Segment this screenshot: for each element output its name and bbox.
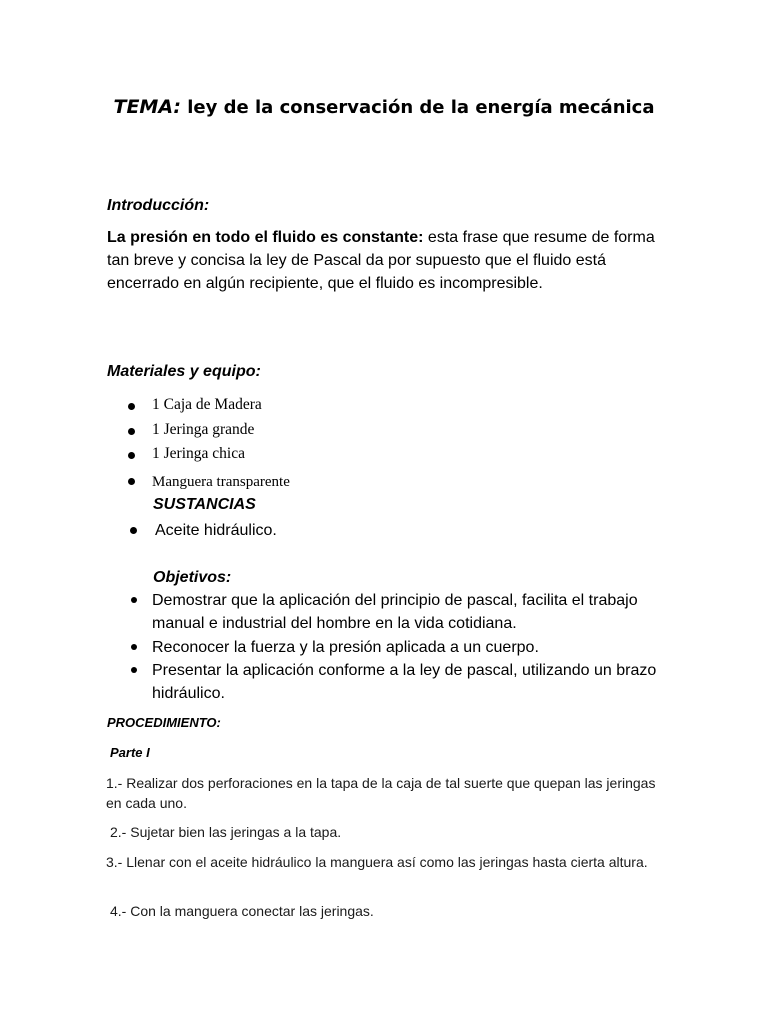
parte-heading: Parte I [110,745,150,760]
bullet-icon [128,452,135,459]
procedure-step: 1.- Realizar dos perforaciones en la tapa de la caja de tal suerte que quepan las jeringas en cada uno. [106,775,656,811]
bullet-icon [128,428,135,435]
bullet-icon [131,667,137,673]
bullet-icon [131,644,137,650]
introduccion-body: esta frase que resume de forma tan breve y concisa la ley de Pascal da por supuesto que el fluido está encerrado en algún recipiente, que el fluido es incompresible. [107,229,655,292]
title-text: ley de la conservación de la energía mecánica [181,97,655,118]
introduccion-heading: Introducción: [107,197,210,214]
list-item: Manguera transparente [152,474,290,490]
introduccion-paragraph [107,226,663,295]
sustancias-heading: SUSTANCIAS [153,496,256,513]
bullet-icon [128,478,135,485]
list-item: 1 Caja de Madera [152,396,262,413]
bullet-icon [130,527,137,534]
title-label: TEMA: [113,96,181,118]
procedure-step: 3.- Llenar con el aceite hidráulico la manguera así como las jeringas hasta cierta altura. [106,854,648,870]
page-title [0,94,768,121]
introduccion-bold: La presión en todo el fluido es constante: [107,229,424,246]
materiales-heading: Materiales y equipo: [107,363,261,380]
list-item: 1 Jeringa chica [152,445,245,462]
sustancias-item: Aceite hidráulico. [155,522,277,539]
list-item: 1 Jeringa grande [152,421,255,438]
procedimiento-heading: PROCEDIMIENTO: [107,715,221,730]
list-item: Reconocer la fuerza y la presión aplicada a un cuerpo. [152,639,539,656]
procedure-step: 4.- Con la manguera conectar las jeringas. [110,903,374,919]
list-item: Demostrar que la aplicación del principio de pascal, facilita el trabajo manual e industrial del hombre en la vida cotidiana. [152,592,638,632]
procedure-step: 2.- Sujetar bien las jeringas a la tapa. [110,824,342,840]
list-item: Presentar la aplicación conforme a la ley de pascal, utilizando un brazo hidráulico. [152,662,657,702]
bullet-icon [128,403,135,410]
bullet-icon [131,597,137,603]
objetivos-heading: Objetivos: [153,569,232,586]
